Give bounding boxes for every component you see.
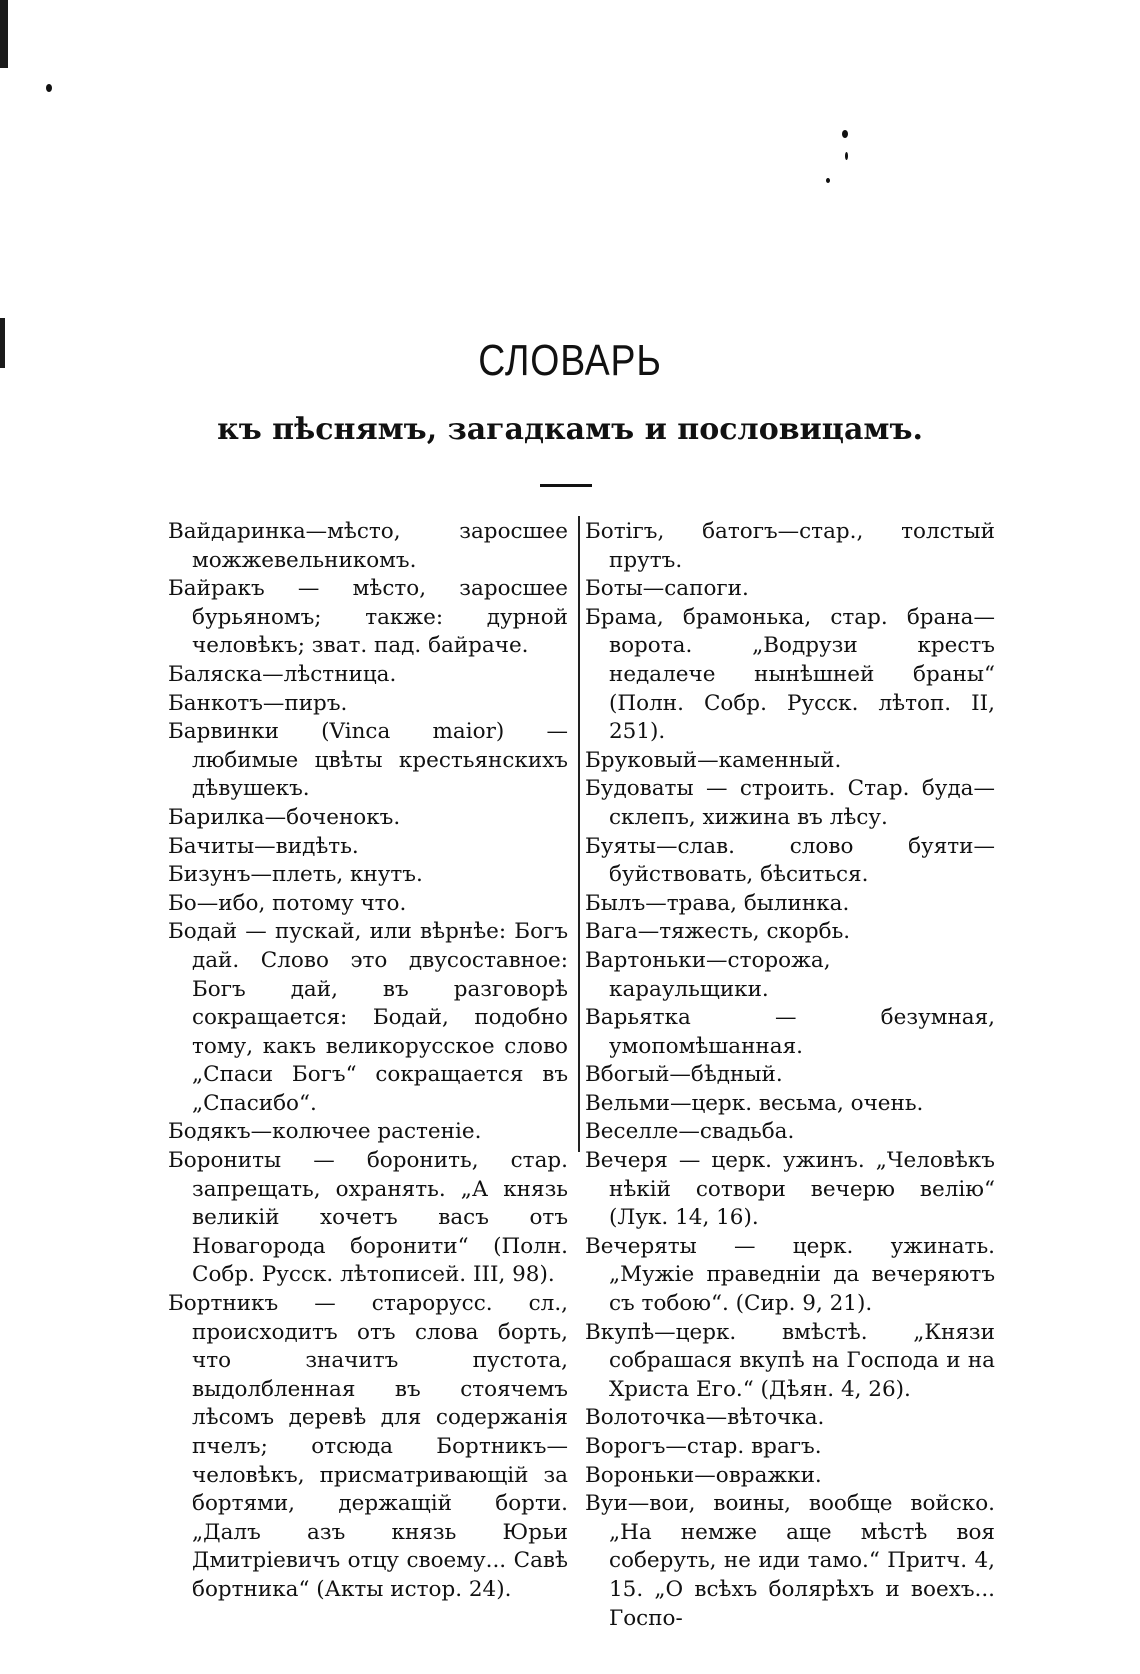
ink-speck [845, 152, 848, 160]
dictionary-entry: Вбогый—бѣдный. [585, 1062, 783, 1088]
dictionary-entry: Бо—ибо, потому что. [168, 890, 407, 916]
dictionary-entry: Бачиты—видѣть. [168, 833, 359, 859]
dictionary-entry: Вкупѣ—церк. вмѣстѣ. „Князи собрашася вкупѣ на Господа и на Христа Его.“ (Дѣян. 4, 26). [585, 1319, 995, 1402]
dictionary-entry: Буяты—слав. слово буяти—буйствовать, бѣситься. [585, 833, 995, 888]
title-rule [540, 484, 592, 487]
dictionary-entry: Ворогъ—стар. врагъ. [585, 1434, 822, 1459]
dictionary-entry: Борониты — боронить, стар. запрещать, охранять. „А князь великій хочетъ васъ отъ Новагорода боронити“ (Полн. Собр. Русск. лѣтописей. III, 98). [168, 1148, 568, 1288]
dictionary-entry: Вечеря — церк. ужинъ. „Человѣкъ нѣкій сотвори вечерю велію“ (Лук. 14, 16). [585, 1148, 995, 1231]
dictionary-entry: Байракъ — мѣсто, заросшее бурьяномъ; также: дурной человѣкъ; зват. пад. байраче. [168, 576, 568, 659]
dictionary-entry: Бодякъ—колючее растеніе. [168, 1119, 482, 1145]
page-title: СЛОВАРЬ [478, 336, 662, 385]
page-edge-mark [0, 318, 5, 368]
dictionary-entry: Вельми—церк. весьма, очень. [585, 1090, 924, 1116]
dictionary-entry: Бортникъ — старорусс. сл., происходитъ отъ слова борть, что значитъ пустота, выдолбленная въ стоячемъ лѣсомъ деревѣ для содержанія пчелъ; отсюда Бортникъ—человѣкъ, присматривающій за бортями, держащій борти. „Далъ азъ князь Юрьи Дмитріевичъ отцу своему... Савѣ бортника“ (Акты истор. 24). [168, 1291, 568, 1602]
dictionary-entry: Банкотъ—пиръ. [168, 690, 348, 716]
dictionary-entry: Бизунъ—плеть, кнутъ. [168, 862, 423, 888]
left-column [168, 518, 568, 1605]
dictionary-entry: Вуи—вои, воины, вообще войско. „На немже аще мѣстѣ воя соберуть, не иди тамо.“ Притч. 4, 15. „О всѣхъ болярѣхъ и воехъ... Госпо- [585, 1491, 995, 1631]
dictionary-entry: Вага—тяжесть, скорбь. [585, 919, 851, 945]
dictionary-entry: Бруковый—каменный. [585, 747, 842, 773]
dictionary-entry: Барвинки (Vinca maior) — любимые цвѣты крестьянскихъ дѣвушекъ. [168, 719, 568, 802]
dictionary-entry: Вороньки—овражки. [585, 1462, 822, 1488]
ink-speck [842, 130, 848, 138]
dictionary-entry: Волоточка—вѣточка. [585, 1405, 825, 1431]
dictionary-entry: Брама, брамонька, стар. брана—ворота. „Водрузи крестъ недалече нынѣшней браны“ (Полн. Собр. Русск. лѣтоп. II, 251). [585, 604, 995, 745]
right-column [585, 518, 995, 1633]
page-edge-mark [0, 0, 8, 68]
dictionary-entry: Бодай — пускай, или вѣрнѣе: Богъ дай. Слово это двусоставное: Богъ дай, въ разговорѣ сокращается: Бодай, подобно тому, какъ великорусское слово „Спаси Богъ“ сокращается въ „Спасибо“. [168, 919, 568, 1116]
dictionary-entry: Вартоньки—сторожа, караульщики. [585, 947, 831, 1002]
dictionary-entry: Ботігъ, батогъ—стар., толстый прутъ. [585, 519, 995, 573]
dictionary-entry: Баляска—лѣстница. [168, 661, 397, 687]
dictionary-entry: Барилка—боченокъ. [168, 804, 401, 830]
dictionary-entry: Вайдаринка—мѣсто, заросшее можжевельникомъ. [168, 519, 568, 573]
dictionary-entry: Будоваты — строить. Стар. буда—склепъ, хижина въ лѣсу. [585, 776, 995, 830]
dictionary-entry: Былъ—трава, былинка. [585, 890, 850, 916]
dictionary-entry: Веселле—свадьба. [585, 1119, 795, 1145]
dictionary-entry: Варьятка — безумная, умопомѣшанная. [585, 1005, 995, 1059]
dictionary-entry: Вечеряты — церк. ужинать. „Мужіе праведніи да вечеряютъ съ тобою“. (Сир. 9, 21). [585, 1233, 995, 1317]
dictionary-entry: Боты—сапоги. [585, 576, 749, 602]
ink-speck [46, 84, 52, 92]
ink-speck [826, 178, 830, 183]
column-divider [578, 516, 580, 1152]
page-subtitle: къ пѣснямъ, загадкамъ и пословицамъ. [217, 412, 923, 447]
